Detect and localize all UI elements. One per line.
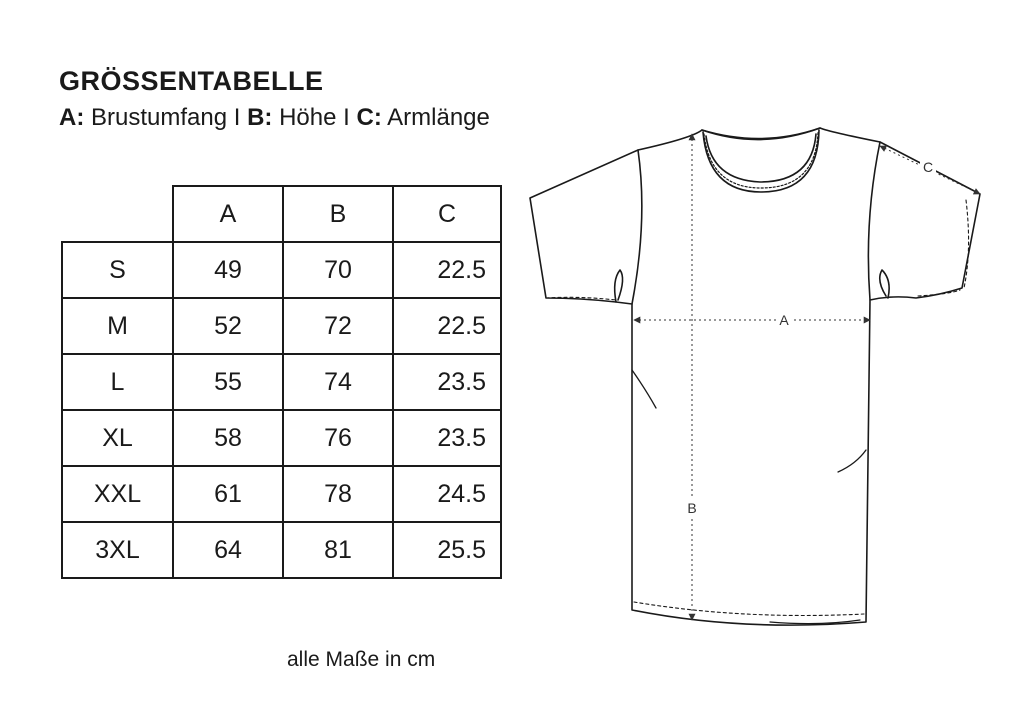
value-cell-a: 55 (173, 354, 283, 410)
value-cell-c: 23.5 (393, 354, 501, 410)
column-header-a: A (173, 186, 283, 242)
value-cell-a: 58 (173, 410, 283, 466)
value-cell-b: 81 (283, 522, 393, 578)
size-table (61, 185, 502, 579)
value-cell-b: 70 (283, 242, 393, 298)
legend-separator: I (343, 104, 350, 131)
dimension-label-b: B (687, 500, 697, 516)
size-cell: XL (62, 410, 173, 466)
collar-inner (706, 134, 816, 182)
legend-separator: I (233, 104, 241, 131)
legend-key-a: A: (59, 104, 85, 131)
size-cell: 3XL (62, 522, 173, 578)
table-row (62, 298, 501, 354)
value-cell-c: 24.5 (393, 466, 501, 522)
legend-label-c: Armlänge (387, 104, 490, 131)
value-cell-c: 22.5 (393, 242, 501, 298)
units-note: alle Maße in cm (287, 648, 436, 671)
table-header-row (62, 186, 501, 242)
size-cell: L (62, 354, 173, 410)
table-row (62, 410, 501, 466)
column-header-c: C (393, 186, 501, 242)
value-cell-a: 52 (173, 298, 283, 354)
tshirt-outline (530, 128, 980, 625)
value-cell-b: 72 (283, 298, 393, 354)
table-row (62, 354, 501, 410)
value-cell-a: 64 (173, 522, 283, 578)
value-cell-a: 61 (173, 466, 283, 522)
value-cell-c: 22.5 (393, 298, 501, 354)
value-cell-c: 25.5 (393, 522, 501, 578)
tshirt-diagram (520, 120, 990, 640)
table-row (62, 242, 501, 298)
value-cell-c: 23.5 (393, 410, 501, 466)
legend-key-c: C: (356, 104, 382, 131)
size-cell: S (62, 242, 173, 298)
table-corner-cell (62, 186, 173, 242)
value-cell-a: 49 (173, 242, 283, 298)
size-cell: XXL (62, 466, 173, 522)
size-cell: M (62, 298, 173, 354)
column-header-b: B (283, 186, 393, 242)
legend-label-a: Brustumfang (91, 104, 228, 131)
page-title: GRÖSSENTABELLE (59, 66, 324, 96)
table-row (62, 466, 501, 522)
value-cell-b: 76 (283, 410, 393, 466)
value-cell-b: 78 (283, 466, 393, 522)
legend-label-b: Höhe (279, 104, 337, 131)
table-row (62, 522, 501, 578)
measurement-legend (59, 104, 490, 132)
dimension-label-c: C (922, 159, 934, 175)
legend-key-b: B: (247, 104, 273, 131)
value-cell-b: 74 (283, 354, 393, 410)
dimension-label-a: A (779, 312, 789, 328)
